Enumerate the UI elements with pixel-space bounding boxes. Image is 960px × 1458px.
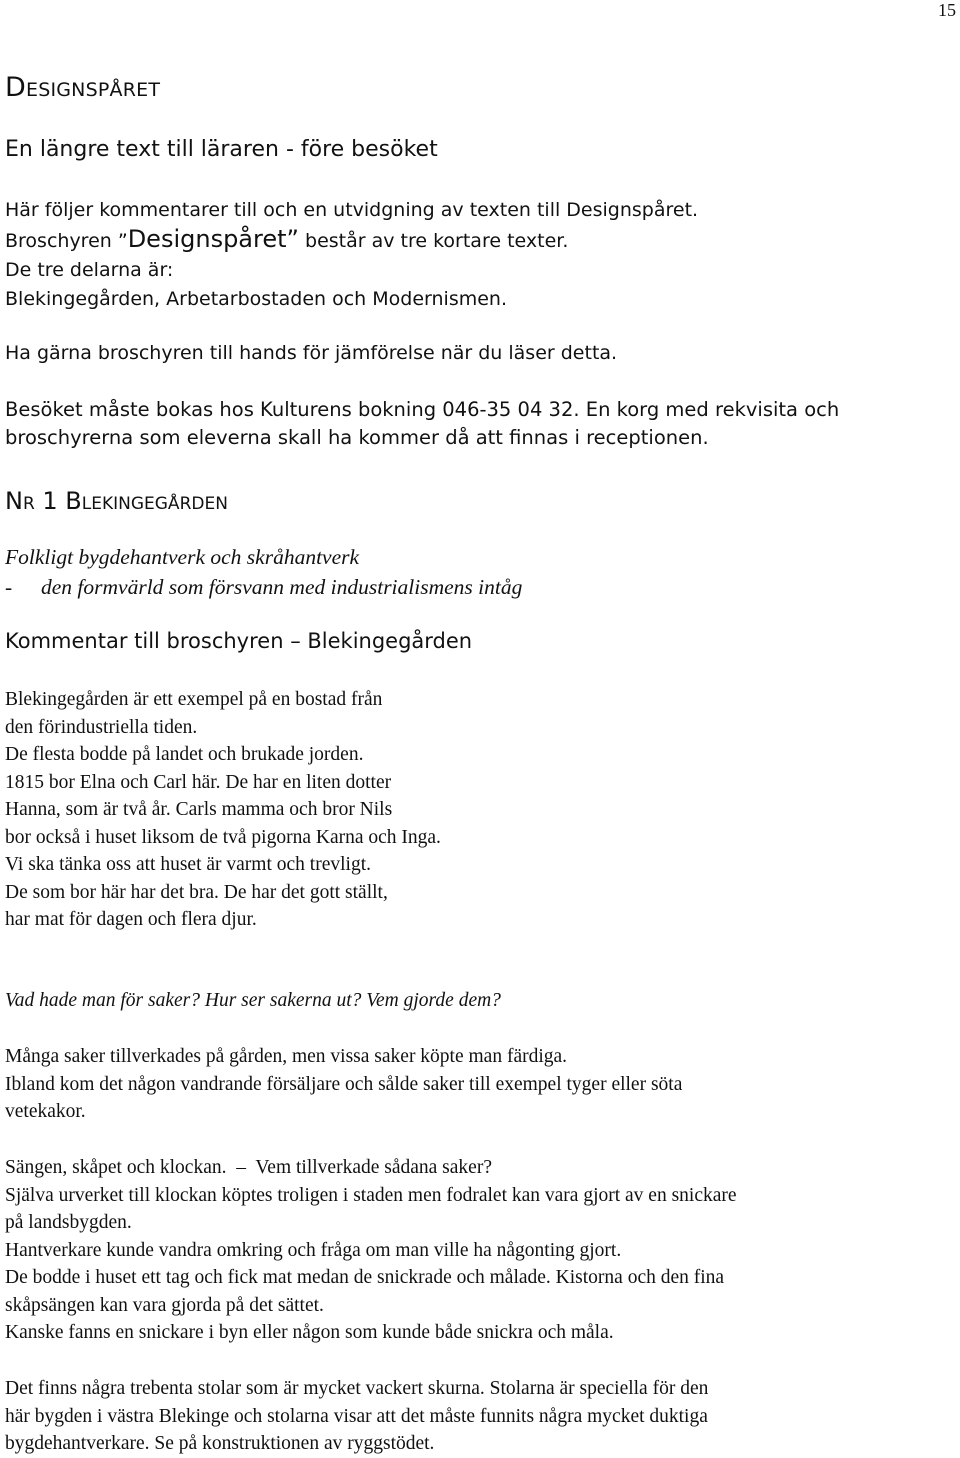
para2-line: på landsbygden. xyxy=(5,1212,132,1233)
intro-line-3: De tre delarna är: xyxy=(5,259,174,281)
booking-info xyxy=(5,396,839,452)
intro-line-2c: består av tre kortare texter. xyxy=(298,230,569,252)
paragraph-2 xyxy=(5,1154,737,1347)
story-line: bor också i huset liksom de två pigorna Karna och Inga. xyxy=(5,826,441,848)
paragraph-3 xyxy=(5,1375,708,1458)
para2-line: De bodde i huset ett tag och fick mat medan de snickrade och målade. Kistorna och den fina xyxy=(5,1267,725,1288)
section-sub-line-1: Folkligt bygdehantverk och skråhantverk xyxy=(5,545,360,569)
intro-line-4: Blekingegården, Arbetarbostaden och Modernismen. xyxy=(5,288,507,310)
paragraph-1 xyxy=(5,1043,682,1126)
section-title: Nr 1 Blekingegården xyxy=(5,487,228,515)
section-sub-dash: - xyxy=(5,575,13,599)
para2-line: Sängen, skåpet och klockan. – Vem tillverkade sådana saker? xyxy=(5,1157,492,1178)
intro-line-2b: Designspåret” xyxy=(127,225,299,253)
para2-line: Hantverkare kunde vandra omkring och fråga om man ville ha någonting gjort. xyxy=(5,1239,622,1261)
story-line: den förindustriella tiden. xyxy=(5,716,198,738)
section-sub-line-2-text: den formvärld som försvann med industrialismens intåg xyxy=(41,575,523,599)
section-subtitle xyxy=(5,542,522,602)
intro-line-1: Här följer kommentarer till och en utvidgning av texten till Designspåret. xyxy=(5,199,699,221)
note: Ha gärna broschyren till hands för jämförelse när du läser detta. xyxy=(5,342,618,364)
intro-line-2a: Broschyren ” xyxy=(5,230,128,252)
para3-line: bygdehantverkare. Se på konstruktionen av ryggstödet. xyxy=(5,1433,435,1454)
story-line: De flesta bodde på landet och brukade jorden. xyxy=(5,744,364,765)
intro-line-2 xyxy=(5,225,698,256)
booking-line-2: broschyrerna som eleverna skall ha kommer då att finnas i receptionen. xyxy=(5,426,709,449)
para2-line: Själva urverket till klockan köptes troligen i staden men fodralet kan vara gjort av en snickare xyxy=(5,1184,737,1206)
para2-line: skåpsängen kan vara gjorda på det sättet. xyxy=(5,1294,324,1316)
para3-line: Det finns några trebenta stolar som är mycket vackert skurna. Stolarna är speciella för den xyxy=(5,1378,709,1399)
story-block xyxy=(5,686,441,934)
section-sub-line-2 xyxy=(5,572,522,602)
para1-line: vetekakor. xyxy=(5,1101,86,1122)
para1-line: Många saker tillverkades på gården, men vissa saker köpte man färdiga. xyxy=(5,1046,568,1067)
para2-line: Kanske fanns en snickare i byn eller någon som kunde både snickra och måla. xyxy=(5,1322,614,1343)
page-title: Designspåret xyxy=(5,72,161,103)
questions: Vad hade man för saker? Hur ser sakerna ut? Vem gjorde dem? xyxy=(5,990,501,1011)
story-line: 1815 bor Elna och Carl här. De har en liten dotter xyxy=(5,771,392,793)
booking-line-1: Besöket måste bokas hos Kulturens bokning 046-35 04 32. En korg med rekvisita och xyxy=(5,398,840,421)
story-line: Vi ska tänka oss att huset är varmt och trevligt. xyxy=(5,854,371,875)
intro-block xyxy=(5,196,698,314)
story-line: De som bor här har det bra. De har det gott ställt, xyxy=(5,881,388,903)
comment-heading: Kommentar till broschyren – Blekingegården xyxy=(5,629,473,653)
story-line: har mat för dagen och flera djur. xyxy=(5,909,257,930)
para3-line: här bygden i västra Blekinge och stolarna visar att det måste funnits några mycket duktiga xyxy=(5,1405,708,1427)
story-line: Blekingegården är ett exempel på en bostad från xyxy=(5,689,383,710)
para1-line: Ibland kom det någon vandrande försäljare och sålde saker till exempel tyger eller söta xyxy=(5,1073,683,1095)
page-number: 15 xyxy=(938,0,956,20)
story-line: Hanna, som är två år. Carls mamma och bror Nils xyxy=(5,799,393,820)
subtitle: En längre text till läraren - före besöket xyxy=(5,137,438,162)
